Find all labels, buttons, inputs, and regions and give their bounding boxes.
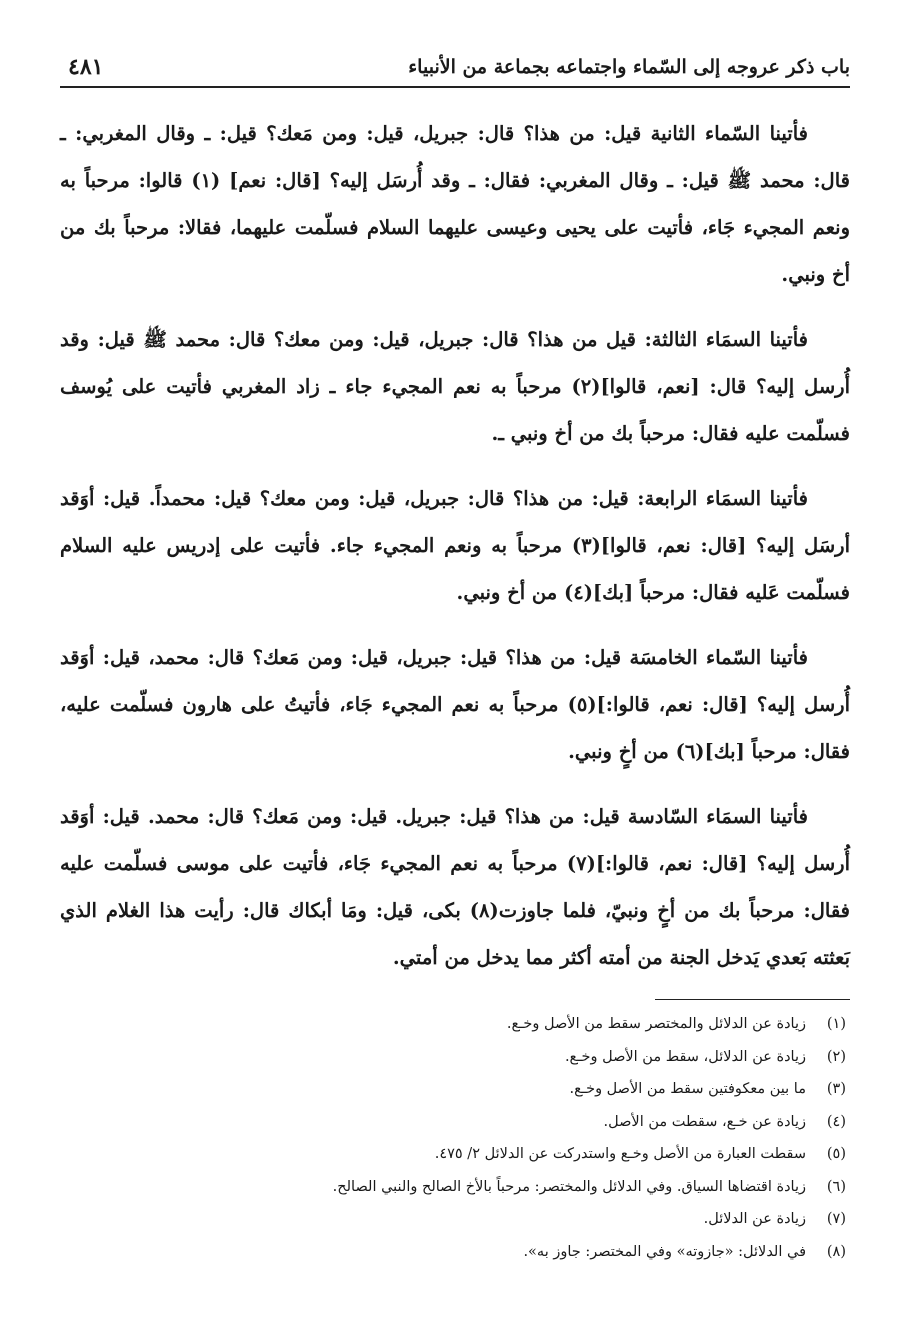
footnote-number: (٢) [826, 1048, 846, 1065]
footnote [60, 1106, 850, 1139]
paragraph-sixth-heaven: فأتينا السمَاء السّادسة قيل: من هذا؟ قيل: جبريل. قيل: ومن مَعك؟ قال: محمد. قيل: أوَقد أُرسل إليه؟ [قال: نعم، قالوا:](٧) مرحباً به نعم المجيء جَاء، فأتيت على موسى فسلّمت عليه فقال: مرحباً بك من أخٍ ونبيّ، فلما جاوزت(٨) بكى، قيل: ومَا أبكاك قال: رأيت هذا الغلام الذي بَعثته بَعدي يَدخل الجنة من أمته أكثر مما يدخل من أمتي. [60, 805, 851, 969]
main-text [60, 110, 850, 981]
footnote-number: (٥) [826, 1146, 846, 1162]
paragraph-fourth-heaven: فأتينا السمَاء الرابعة: قيل: من هذا؟ قال: جبريل، قيل: ومن معك؟ قيل: محمداً. قيل: أوَقد أرسَل إليه؟ [قال: نعم، قالوا](٣) مرحباً به ونعم المجيء جاء. فأتيت على إدريس عليه السلام فسلّمت عَليه فقال: مرحباً [بك](٤) من أخ ونبي. [60, 487, 850, 604]
footnote-text: زيادة عن الدلائل والمختصر سقط من الأصل وخـع. [506, 1016, 806, 1032]
footnote [60, 1203, 850, 1236]
footnote-separator [655, 999, 850, 1000]
footnote-text: زيادة اقتضاها السياق. وفي الدلائل والمختصر: مرحباً بالأخ الصالح والنبي الصالح. [332, 1178, 806, 1195]
footnote-text: زيادة عن الدلائل. [703, 1211, 806, 1227]
footnote-number: (٨) [826, 1243, 846, 1260]
footnotes [60, 1008, 850, 1268]
footnote [60, 1008, 850, 1041]
footnote-number: (١) [826, 1016, 846, 1032]
book-page [60, 52, 850, 1268]
footnote [60, 1138, 850, 1171]
footnote-number: (٤) [826, 1113, 846, 1130]
footnote-number: (٣) [826, 1081, 846, 1097]
running-header [60, 52, 850, 88]
footnote [60, 1041, 850, 1074]
footnote [60, 1236, 850, 1269]
footnote-text: زيادة عن الدلائل، سقط من الأصل وخـع. [564, 1048, 806, 1065]
footnote [60, 1171, 850, 1204]
footnote [60, 1073, 850, 1106]
footnote-number: (٧) [826, 1211, 846, 1227]
page-number: ٤٨١ [68, 54, 104, 80]
footnote-text: في الدلائل: «جازوته» وفي المختصر: جاوز به». [523, 1243, 806, 1260]
footnote-text: ما بين معكوفتين سقط من الأصل وخـع. [569, 1081, 806, 1097]
paragraph-third-heaven: فأتينا السمَاء الثالثة: قيل من هذا؟ قال: جبريل، قيل: ومن معك؟ قال: محمد ﷺ قيل: وقد أُرسل إليه؟ قال: [نعم، قالوا](٢) مرحباً به نعم المجيء جاء ـ زاد المغربي فأتيت على يُوسف فسلّمت عليه فقال: مرحباً بك من أخ ونبي ـ. [60, 328, 850, 445]
chapter-title: باب ذكر عروجه إلى السّماء واجتماعه بجماعة من الأنبياء [408, 56, 850, 78]
footnote-text: زيادة عن خـع، سقطت من الأصل. [603, 1113, 806, 1130]
paragraph-fifth-heaven: فأتينا السّماء الخامسَة قيل: من هذا؟ قيل: جبريل، قيل: ومن مَعك؟ قال: محمد، قيل: أوَقد أُرسل إليه؟ [قال: نعم، قالوا:](٥) مرحباً به نعم المجيء جَاء، فأتيتُ على هارون فسلّمت عليه، فقال: مرحباً [بك](٦) من أخٍ ونبي. [60, 646, 850, 763]
footnote-number: (٦) [826, 1178, 846, 1195]
paragraph-second-heaven: فأتينا السّماء الثانية قيل: من هذا؟ قال: جبريل، قيل: ومن مَعك؟ قيل: ـ وقال المغربي: ـ قال: محمد ﷺ قيل: ـ وقال المغربي: فقال: ـ وقد أُرسَل إليه؟ [قال: نعم] (١) قالوا: مرحباً به ونعم المجيء جَاء، فأتيت على يحيى وعيسى عليهما السلام فسلّمت عليهما، فقالا: مرحباً بك من أخ ونبي. [60, 122, 850, 286]
footnote-text: سقطت العبارة من الأصل وخـع واستدركت عن الدلائل ٢/ ٤٧٥. [434, 1146, 806, 1162]
